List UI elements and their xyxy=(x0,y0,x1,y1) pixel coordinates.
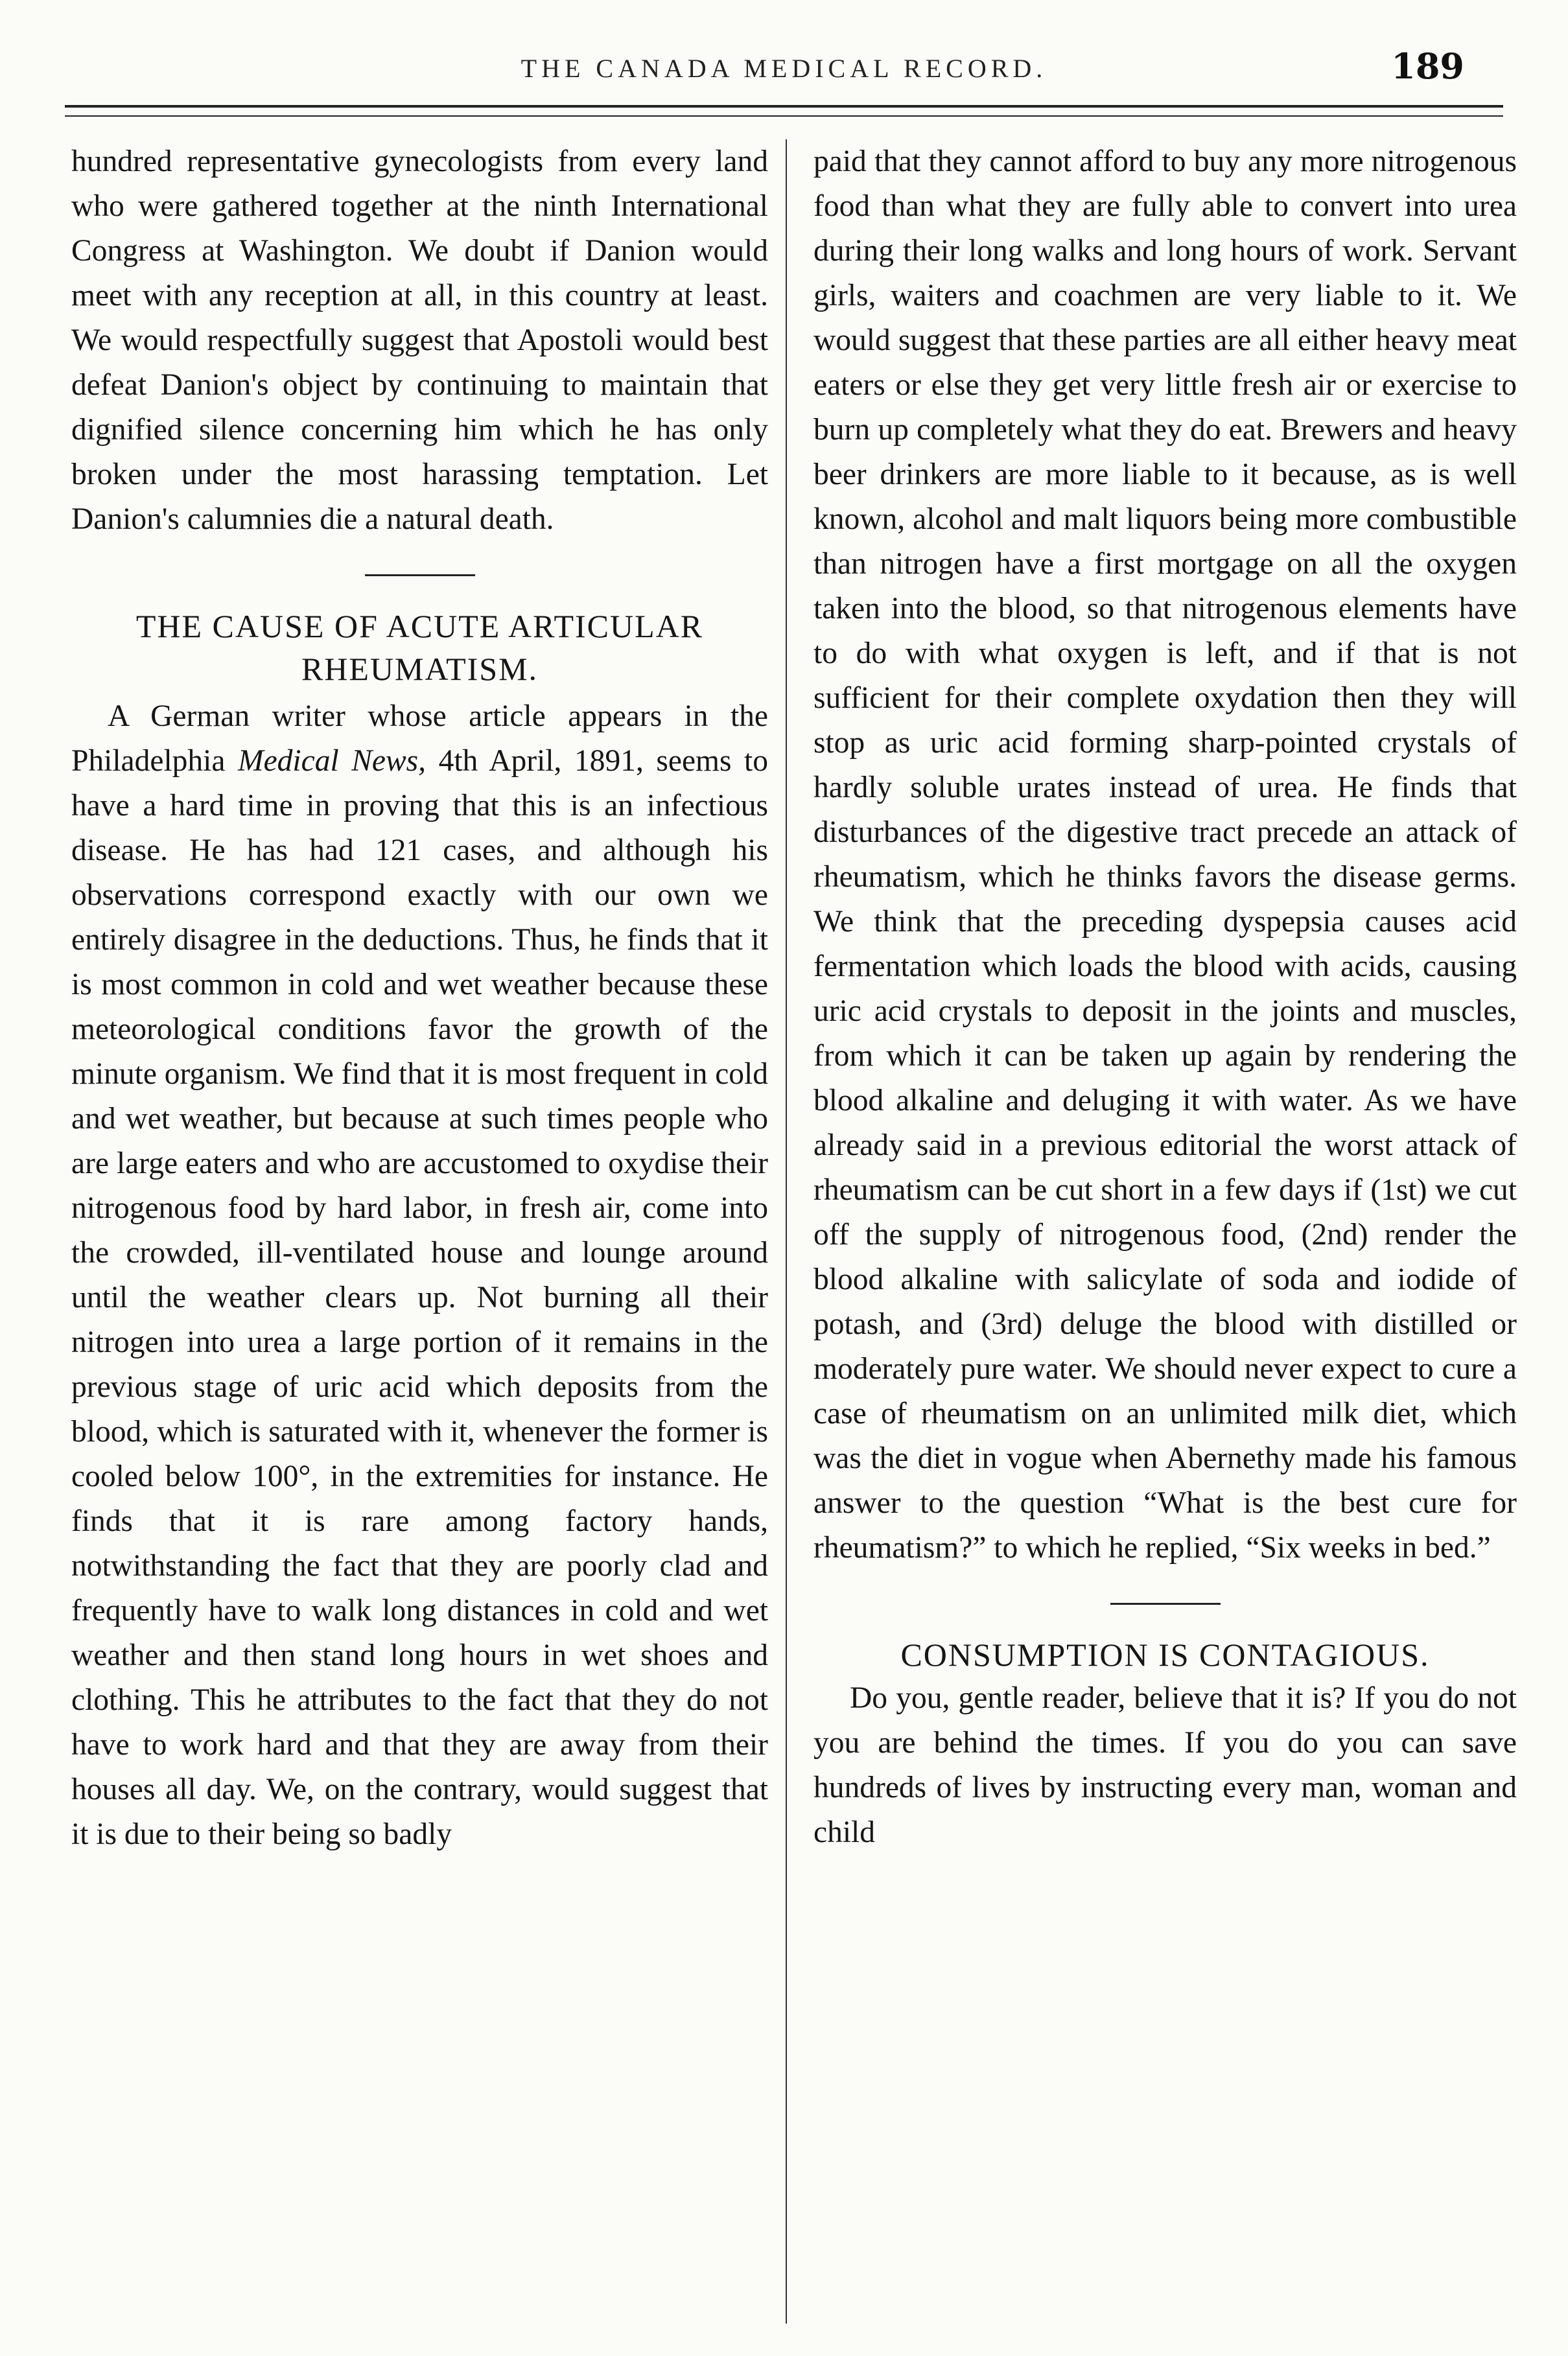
header-rule-thin xyxy=(65,115,1503,117)
article-text-segment: A German writer whose article appears in the Philadelphia xyxy=(71,699,768,778)
article-body-consumption: Do you, gentle reader, believe that it is? If you do not you are behind the times. If you do you can save hundreds of lives by instructing every man, woman and child xyxy=(813,1681,1517,1849)
header-rule-thick xyxy=(65,105,1503,108)
article-heading-consumption: CONSUMPTION IS CONTAGIOUS. xyxy=(900,1637,1430,1673)
article-body-rheumatism xyxy=(71,694,768,1857)
continued-paragraph-right: paid that they cannot afford to buy any more nitrogenous food than what they are fully able to convert into urea during their long walks and long hours of work. Servant girls, waiters and coachmen are very liable to it. We would suggest that these parties are all either heavy meat eaters or else they get very little fresh air or exercise to burn up completely what they do eat. Brewers and heavy beer drinkers are more liable to it because, as is well known, alcohol and malt liquors being more combustible than nitrogen have a first mortgage on all the oxygen taken into the blood, so that nitrogenous elements have to do with what oxygen is left, and if that is not sufficient for their complete oxydation then they will stop as uric acid forming sharp-pointed crystals of hardly soluble urates instead of urea. He finds that disturbances of the digestive tract precede an attack of rheumatism, which he thinks favors the disease germs. We think that the preceding dyspepsia causes acid fermentation which loads the blood with acids, causing uric acid crystals to deposit in the joints and muscles, from which it can be taken up again by rendering the blood alkaline and deluging it with water. As we have already said in a previous editorial the worst attack of rheumatism can be cut short in a few days if (1st) we cut off the supply of nitrogenous food, (2nd) render the blood alkaline with salicylate of soda and iodide of potash, and (3rd) deluge the blood with distilled or moderately pure water. We should never expect to cure a case of rheumatism on an unlimited milk diet, which was the diet in vogue when Abernethy made his famous answer to the question “What is the best cure for rheumatism?” to which he replied, “Six weeks in bed.” xyxy=(813,145,1517,1565)
page-number: 189 xyxy=(1391,45,1464,87)
article-heading-rheumatism-line2: RHEUMATISM. xyxy=(301,651,539,687)
right-column xyxy=(813,139,1517,2330)
journal-title: Medical News, xyxy=(238,744,427,778)
article-text-segment: 4th April, 1891, seems to have a hard time in proving that this is an infectious disease. He has had 121 cases, and although his observations correspond exactly with our own we entirely disagree in the deductions. Thus, he finds that it is most common in cold and wet weather because these meteorological conditions favor the growth of the minute organism. We find that it is most frequent in cold and wet weather, but because at such times people who are large eaters and who are accustomed to oxydise their nitrogenous food by hard labor, in fresh air, come into the crowded, ill-ventilated house and lounge around until the weather clears up. Not burning all their nitrogen into urea a large portion of it remains in the previous stage of uric acid which deposits from the blood, which is saturated with it, whenever the former is cooled below 100°, in the extremities for instance. He finds that it is rare among factory hands, notwithstanding the fact that they are poorly clad and frequently have to walk long distances in cold and wet weather and then stand long hours in wet shoes and clothing. This he attributes to the fact that they do not have to work hard and that they are away from their houses all day. We, on the contrary, would suggest that it is due to their being so badly xyxy=(71,744,768,1851)
article-heading-rheumatism-line1: THE CAUSE OF ACUTE ARTICULAR xyxy=(135,608,704,644)
column-divider xyxy=(786,139,787,2324)
section-separator-rule xyxy=(1110,1603,1221,1605)
section-separator-rule xyxy=(365,574,475,576)
continued-paragraph-left: hundred representative gynecologists from every land who were gathered together at the ninth International Congress at Washington. We doubt if Danion would meet with any reception at all, in this country at least. We would respectfully suggest that Apostoli would best defeat Danion's object by continuing to maintain that dignified silence concerning him which he has only broken under the most harassing temptation. Let Danion's calumnies die a natural death. xyxy=(71,145,768,536)
left-column xyxy=(71,139,768,2330)
running-head xyxy=(65,40,1503,92)
running-title: THE CANADA MEDICAL RECORD. xyxy=(521,54,1047,83)
